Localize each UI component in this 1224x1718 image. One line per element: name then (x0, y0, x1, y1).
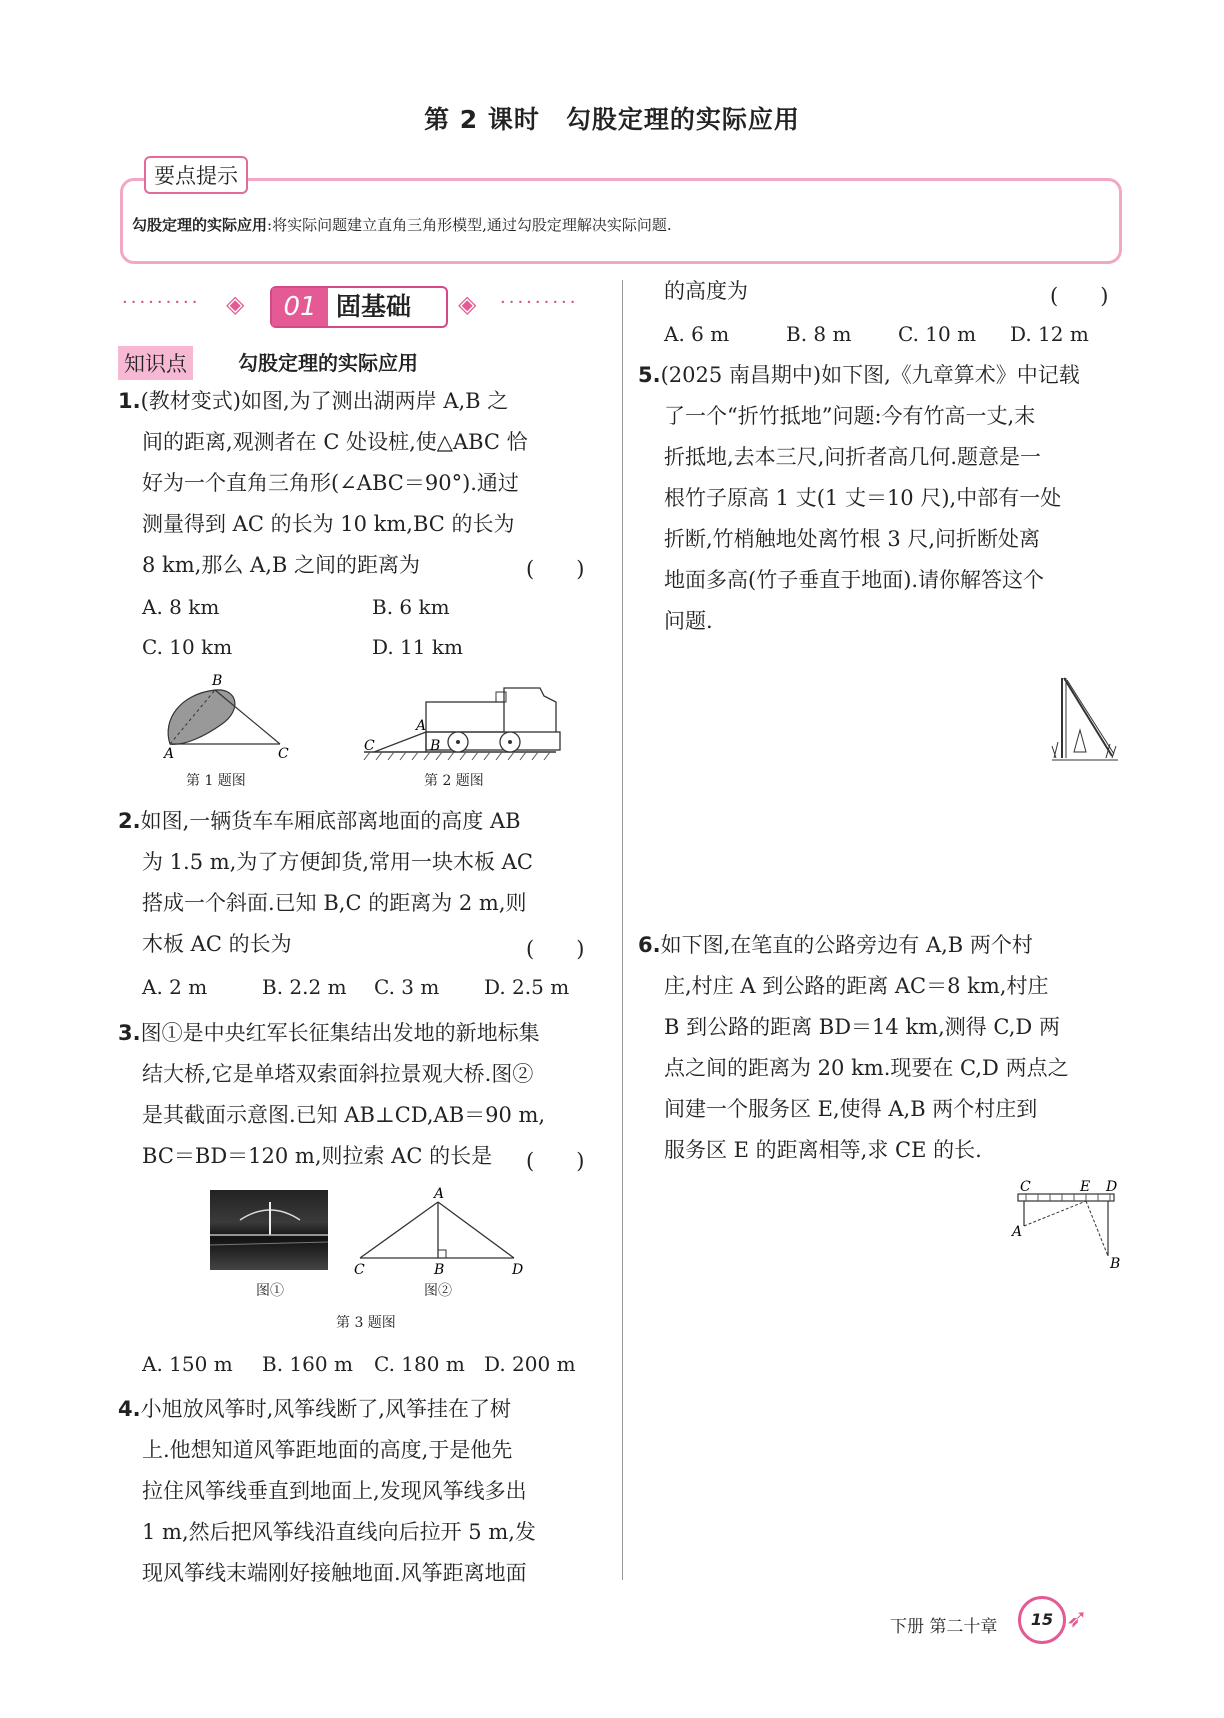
knowledge-point-title: 勾股定理的实际应用 (238, 351, 418, 375)
question-number: 3. (118, 1021, 141, 1045)
figure-5-bamboo (1050, 670, 1120, 765)
q5-line: (2025 南昌期中)如下图,《九章算术》中记载 (660, 363, 1080, 387)
figure-3-sub2: 图② (424, 1283, 452, 1299)
q3-line: BC＝BD＝120 m,则拉索 AC 的长是 (142, 1144, 493, 1168)
option[interactable]: D. 11 km (372, 635, 463, 659)
fig3-label: D (512, 1262, 524, 1278)
option[interactable]: C. 10 km (142, 635, 233, 659)
q5-line: 地面多高(竹子垂直于地面).请你解答这个 (664, 568, 1045, 592)
q6-line: 服务区 E 的距离相等,求 CE 的长. (664, 1138, 982, 1162)
stack-icon-left: ◈ (226, 290, 245, 318)
section-name: 固基础 (336, 292, 412, 321)
fig6-label: B (1110, 1256, 1121, 1272)
fig6-label: E (1080, 1179, 1091, 1195)
q3-line: 结大桥,它是单塔双索面斜拉景观大桥.图② (142, 1062, 534, 1086)
key-tip-label: 勾股定理的实际应用 (132, 216, 268, 234)
figure-1-caption: 第 1 题图 (186, 773, 246, 789)
key-tip-text (132, 214, 672, 235)
q6-line: 如下图,在笔直的公路旁边有 A,B 两个村 (660, 933, 1033, 957)
figure-3-diagram (352, 1186, 524, 1280)
q4-continuation: 的高度为 (664, 279, 748, 303)
q4-line: 小旭放风筝时,风筝线断了,风筝挂在了树 (140, 1397, 511, 1421)
answer-blank[interactable]: ( ) (526, 1149, 585, 1173)
option[interactable]: D. 12 m (1010, 322, 1089, 346)
fig2-label: B (430, 738, 441, 754)
fig1-label: C (278, 746, 289, 762)
option[interactable]: C. 3 m (374, 975, 440, 999)
key-tip-tag: 要点提示 (144, 156, 248, 194)
question-number: 4. (118, 1397, 141, 1421)
section-badge (270, 286, 448, 328)
section-number: 01 (272, 288, 328, 326)
option[interactable]: A. 2 m (142, 975, 208, 999)
q4-line: 上.他想知道风筝距地面的高度,于是他先 (142, 1438, 513, 1462)
fig3-label: C (354, 1262, 365, 1278)
question-number: 6. (638, 933, 661, 957)
q6-line: B 到公路的距离 BD＝14 km,测得 C,D 两 (664, 1015, 1060, 1039)
key-tip-body: :将实际问题建立直角三角形模型,通过勾股定理解决实际问题. (267, 216, 672, 234)
fig6-label: C (1020, 1179, 1031, 1195)
figure-1-diagram (160, 673, 300, 762)
page-title: 第 2 课时 勾股定理的实际应用 (424, 105, 800, 134)
answer-blank[interactable]: ( ) (526, 557, 585, 581)
q4-line: 拉住风筝线垂直到地面上,发现风筝线多出 (142, 1479, 527, 1503)
option[interactable]: B. 6 km (372, 595, 450, 619)
q1-line: (教材变式)如图,为了测出湖两岸 A,B 之 (140, 389, 509, 413)
q3-line: 图①是中央红军长征集结出发地的新地标集 (140, 1021, 540, 1045)
q5-line: 了一个“折竹抵地”问题:今有竹高一丈,末 (664, 404, 1036, 428)
q4-line: 1 m,然后把风筝线沿直线向后拉开 5 m,发 (142, 1520, 536, 1544)
q6-line: 点之间的距离为 20 km.现要在 C,D 两点之 (664, 1056, 1069, 1080)
footer-decor-icon: ➶ (1066, 1604, 1088, 1634)
q5-line: 折断,竹梢触地处离竹根 3 尺,问折断处离 (664, 527, 1041, 551)
q3-line: 是其截面示意图.已知 AB⊥CD,AB＝90 m, (142, 1103, 546, 1127)
figure-3-caption: 第 3 题图 (336, 1315, 396, 1331)
answer-blank[interactable]: ( ) (1050, 284, 1109, 308)
page-number-badge (1018, 1596, 1066, 1644)
option[interactable]: C. 180 m (374, 1352, 465, 1376)
column-divider (622, 280, 623, 1580)
fig1-label: B (212, 673, 223, 689)
figure-2-diagram (360, 680, 560, 765)
q5-line: 根竹子原高 1 丈(1 丈＝10 尺),中部有一处 (664, 486, 1062, 510)
option[interactable]: D. 200 m (484, 1352, 576, 1376)
option[interactable]: B. 2.2 m (262, 975, 347, 999)
page-number: 15 (1030, 1610, 1054, 1629)
question-5 (638, 355, 1128, 642)
answer-blank[interactable]: ( ) (526, 937, 585, 961)
stack-icon-right: ◈ (458, 290, 477, 318)
q4-line: 现风筝线末端刚好接触地面.风筝距离地面 (142, 1561, 527, 1585)
divider-dots-right: ········· (500, 292, 579, 313)
option[interactable]: A. 6 m (664, 322, 730, 346)
fig6-label: D (1106, 1179, 1118, 1195)
option[interactable]: A. 8 km (142, 595, 220, 619)
fig3-label: B (434, 1262, 445, 1278)
question-number: 2. (118, 809, 141, 833)
figure-6-diagram (1010, 1180, 1122, 1270)
q5-line: 折抵地,去本三尺,问折者高几何.题意是一 (664, 445, 1042, 469)
q6-line: 庄,村庄 A 到公路的距离 AC＝8 km,村庄 (664, 974, 1049, 998)
bridge-photo (210, 1190, 328, 1270)
fig3-label: A (434, 1186, 445, 1202)
q2-line: 搭成一个斜面.已知 B,C 的距离为 2 m,则 (142, 891, 527, 915)
question-4 (118, 1389, 600, 1594)
bridge-photo-detail (210, 1190, 328, 1270)
option[interactable]: B. 8 m (786, 322, 852, 346)
fig1-label: A (164, 746, 175, 762)
q6-line: 间建一个服务区 E,使得 A,B 两个村庄到 (664, 1097, 1038, 1121)
q2-line: 木板 AC 的长为 (142, 932, 292, 956)
option[interactable]: A. 150 m (142, 1352, 233, 1376)
fig2-label: C (364, 738, 375, 754)
option[interactable]: B. 160 m (262, 1352, 353, 1376)
q2-line: 为 1.5 m,为了方便卸货,常用一块木板 AC (142, 850, 533, 874)
fig6-label: A (1012, 1224, 1023, 1240)
q1-line: 好为一个直角三角形(∠ABC＝90°).通过 (142, 471, 519, 495)
figure-3-sub1: 图① (256, 1283, 284, 1299)
knowledge-point-tag: 知识点 (118, 346, 193, 380)
fig2-label: A (416, 718, 427, 734)
q1-line: 间的距离,观测者在 C 处设桩,使△ABC 恰 (142, 430, 528, 454)
option[interactable]: D. 2.5 m (484, 975, 570, 999)
question-number: 1. (118, 389, 141, 413)
figure-2-caption: 第 2 题图 (424, 773, 484, 789)
q1-line: 测量得到 AC 的长为 10 km,BC 的长为 (142, 512, 515, 536)
question-6 (638, 925, 1128, 1171)
question-number: 5. (638, 363, 661, 387)
divider-dots-left: ········· (122, 292, 201, 313)
footer-book-chapter: 下册 第二十章 (890, 1617, 998, 1637)
q5-line: 问题. (664, 609, 713, 633)
option[interactable]: C. 10 m (898, 322, 977, 346)
q1-line: 8 km,那么 A,B 之间的距离为 (142, 553, 420, 577)
q2-line: 如图,一辆货车车厢底部离地面的高度 AB (140, 809, 521, 833)
